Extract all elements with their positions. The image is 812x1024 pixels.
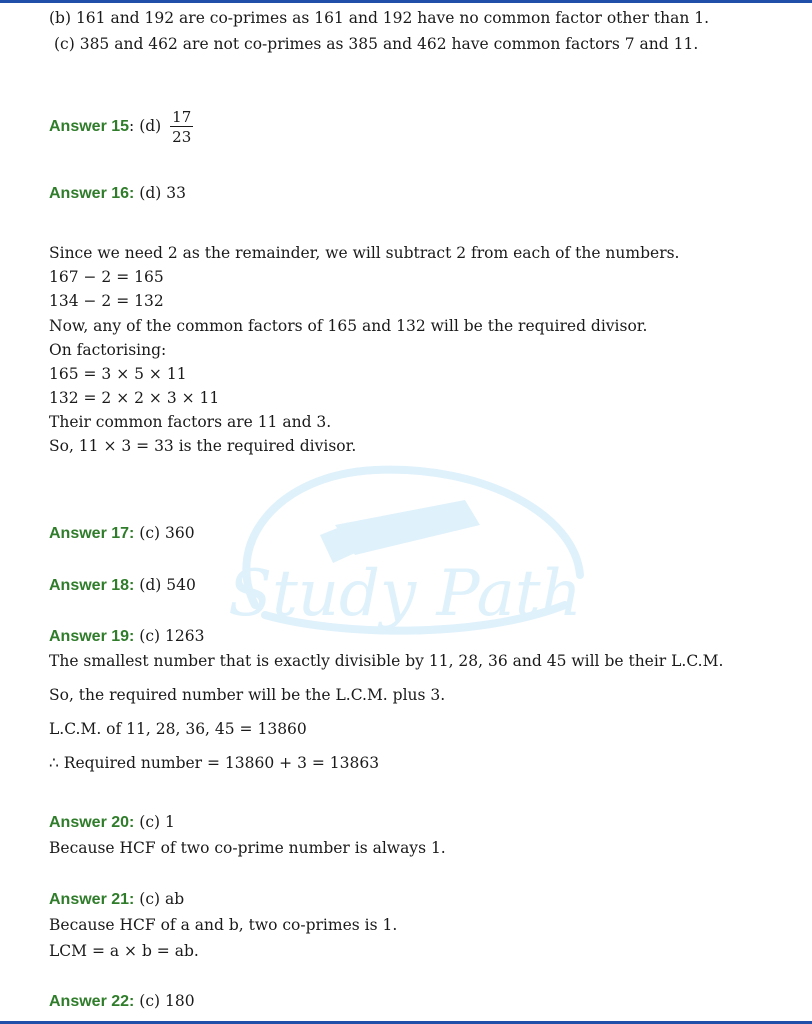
- intro-line-c: (c) 385 and 462 are not co-primes as 385 and 462 have common factors 7 and 11.: [54, 35, 699, 53]
- intro-line-b: (b) 161 and 192 are co-primes as 161 and 192 have no common factor other than 1.: [49, 9, 710, 27]
- watermark-text: Study Path: [228, 557, 582, 631]
- answer-19-line: The smallest number that is exactly divisible by 11, 28, 36 and 45 will be their L.C.M.: [49, 652, 724, 670]
- answer-19-label: Answer 19:: [49, 628, 135, 645]
- answer-16-line: So, 11 × 3 = 33 is the required divisor.: [49, 437, 357, 455]
- study-path-watermark: [215, 455, 595, 655]
- answer-16-line: 132 = 2 × 2 × 3 × 11: [49, 389, 220, 407]
- answer-15-fraction: [170, 108, 193, 146]
- fraction-numerator: 17: [172, 108, 192, 126]
- answer-16-line: Since we need 2 as the remainder, we will subtract 2 from each of the numbers.: [49, 244, 680, 262]
- answer-20-label: Answer 20:: [49, 814, 135, 831]
- answer-19-value: (c) 1263: [134, 627, 205, 645]
- answer-15-label: Answer 15: [49, 118, 130, 135]
- answer-21-line: LCM = a × b = ab.: [49, 942, 199, 960]
- pen-icon: [320, 500, 480, 563]
- answer-18: [49, 575, 196, 596]
- answer-17-label: Answer 17:: [49, 525, 135, 542]
- answer-22-label: Answer 22:: [49, 993, 135, 1010]
- answer-15: [49, 108, 193, 146]
- answer-21-label: Answer 21:: [49, 891, 135, 908]
- answer-15-option: (d): [134, 117, 162, 135]
- answer-16-line: On factorising:: [49, 341, 167, 359]
- answer-17: [49, 523, 195, 544]
- answer-20: [49, 812, 175, 833]
- answer-16-line: Their common factors are 11 and 3.: [49, 413, 332, 431]
- answer-16-label: Answer 16:: [49, 185, 135, 202]
- answer-16: [49, 183, 186, 204]
- fraction-denominator: 23: [172, 128, 192, 146]
- answer-22: [49, 991, 195, 1012]
- answer-15-sep: :: [129, 117, 135, 135]
- answer-16-line: 167 − 2 = 165: [49, 268, 164, 286]
- answer-21-value: (c) ab: [134, 890, 185, 908]
- answer-20-line: Because HCF of two co-prime number is always 1.: [49, 839, 446, 857]
- top-border: [0, 0, 812, 3]
- answer-19-line: L.C.M. of 11, 28, 36, 45 = 13860: [49, 720, 307, 738]
- answer-18-label: Answer 18:: [49, 577, 135, 594]
- answer-16-line: 134 − 2 = 132: [49, 292, 164, 310]
- answer-22-value: (c) 180: [134, 992, 195, 1010]
- answer-21: [49, 889, 184, 910]
- answer-19-line: So, the required number will be the L.C.M. plus 3.: [49, 686, 446, 704]
- answer-21-line: Because HCF of a and b, two co-primes is 1.: [49, 916, 398, 934]
- answer-17-value: (c) 360: [134, 524, 195, 542]
- answer-19-line: ∴ Required number = 13860 + 3 = 13863: [49, 754, 380, 772]
- answer-18-value: (d) 540: [134, 576, 196, 594]
- answer-16-line: Now, any of the common factors of 165 and 132 will be the required divisor.: [49, 317, 648, 335]
- answer-16-line: 165 = 3 × 5 × 11: [49, 365, 187, 383]
- answer-19: [49, 626, 204, 647]
- answer-16-value: (d) 33: [134, 184, 186, 202]
- answer-20-value: (c) 1: [134, 813, 175, 831]
